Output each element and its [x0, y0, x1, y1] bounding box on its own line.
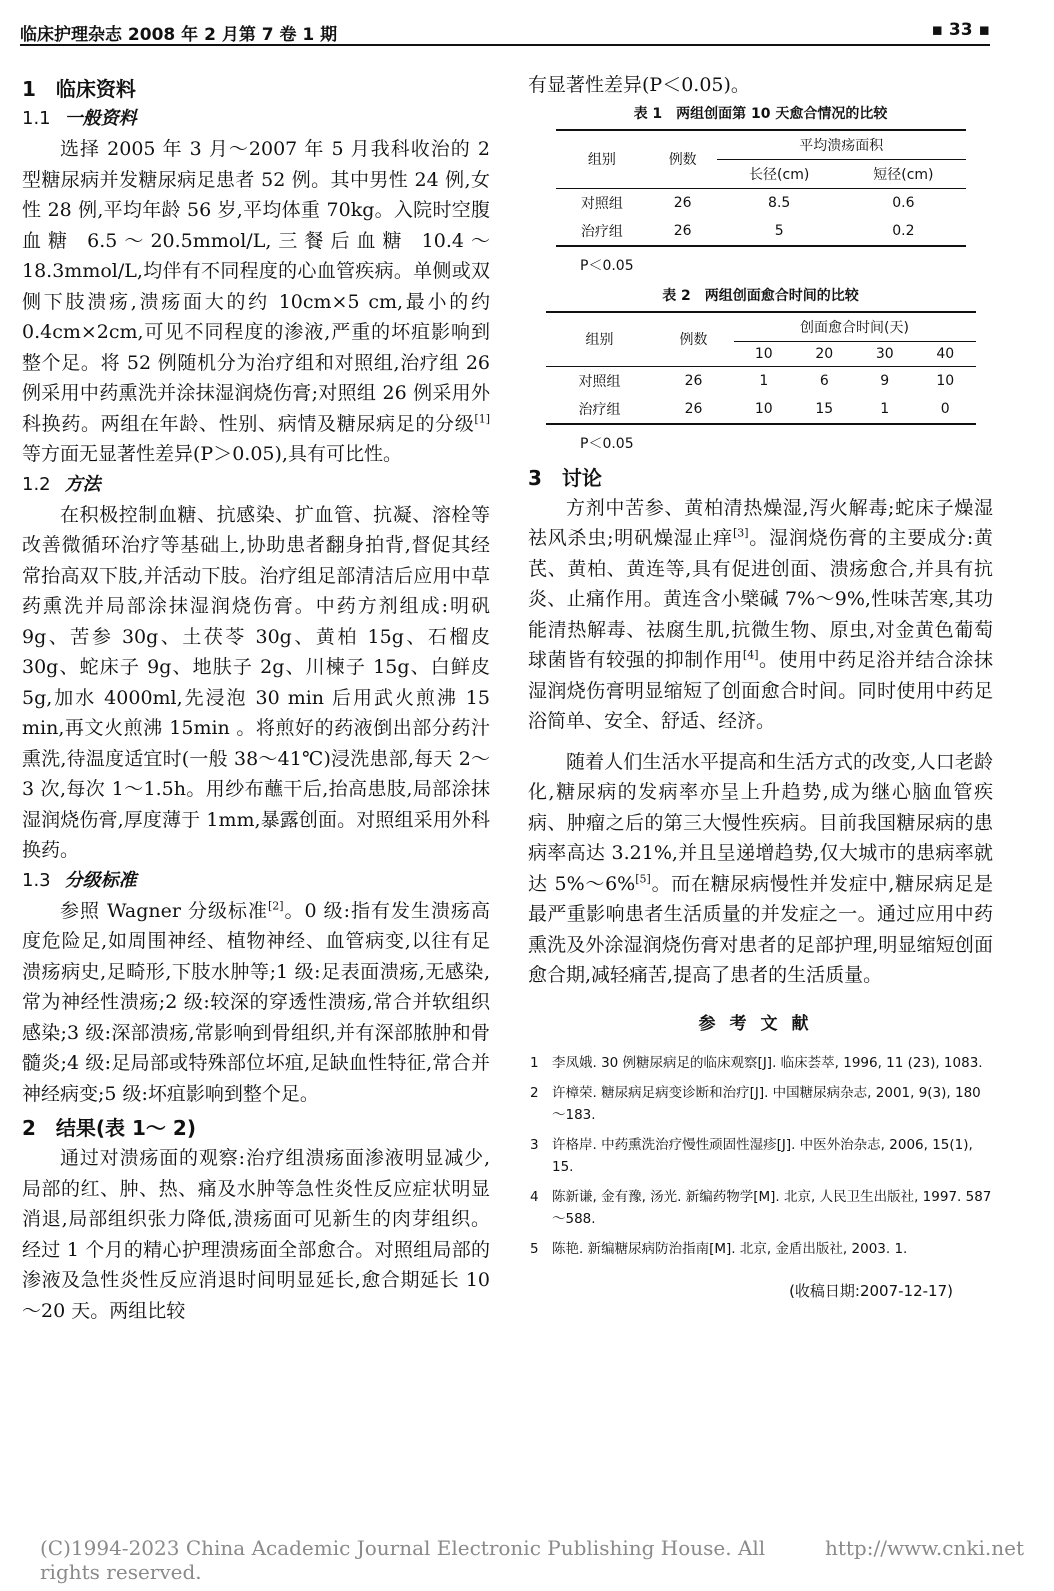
copyright-footer — [40, 1536, 1024, 1584]
subsection-number: 1.1 — [22, 108, 51, 129]
subsection-number: 1.2 — [22, 473, 51, 495]
paragraph-general-data — [22, 134, 490, 470]
table-1 — [556, 129, 966, 247]
paragraph-text: 。湿润烧伤膏的主要成分:黄芪、黄柏、黄连等,具有促进创面、溃疡愈合,并具有抗炎、止痛作用。黄连含小檗碱 7%～9%,性味苦寒,其功能清热解毒、祛腐生肌,抗微生物、原虫,对金黄色葡萄球菌皆有较强的抑制作用 — [528, 527, 994, 671]
reference-number: 5 — [530, 1240, 539, 1257]
paragraph-discussion-2 — [528, 747, 993, 991]
table-header-short: 短径(cm) — [841, 159, 965, 188]
table-2 — [546, 311, 976, 425]
paragraph-discussion-1 — [528, 493, 993, 737]
table-header-group: 组别 — [546, 312, 654, 367]
citation-ref: [5] — [635, 872, 651, 886]
paragraph-text: 。而在糖尿病慢性并发症中,糖尿病足是最严重影响患者生活质量的并发症之一。通过应用中药熏洗及外涂湿润烧伤膏对患者的足部护理,明显缩短创面愈合期,减轻痛苦,提高了患者的生活质量。 — [528, 872, 994, 986]
table-2-note: P＜0.05 — [580, 435, 634, 452]
reference-number: 3 — [530, 1136, 539, 1153]
subsection-label: 一般资料 — [64, 108, 137, 129]
table-row — [546, 366, 976, 395]
table-row — [556, 217, 966, 246]
subsection-label: 分级标准 — [64, 869, 137, 891]
citation-ref: [2] — [267, 899, 284, 913]
journal-title: 临床护理杂志 2008 年 2 月第 7 卷 1 期 — [20, 25, 338, 45]
table-cell: 0.2 — [841, 217, 965, 246]
table-cell: 1 — [759, 372, 769, 389]
subsection-1-1-title — [22, 104, 490, 134]
section-2-title: 2 结果(表 1～ 2) — [22, 1116, 196, 1140]
citation-ref: [4] — [742, 648, 759, 662]
table-2-caption: 表 2 两组创面愈合时间的比较 — [662, 287, 859, 304]
table-cell: 对照组 — [580, 195, 623, 212]
reference-item — [528, 1052, 993, 1074]
table-1-note: P＜0.05 — [580, 257, 634, 274]
table-header-group: 组别 — [556, 130, 649, 189]
table-cell: 治疗组 — [556, 217, 649, 246]
paragraph-results-cont: 有显著性差异(P＜0.05)。 — [528, 74, 750, 96]
reference-number: 2 — [530, 1084, 539, 1101]
subsection-label: 方法 — [64, 473, 101, 495]
table-cell: 6 — [819, 372, 829, 389]
table-cell: 26 — [684, 372, 703, 389]
table-header-long: 长径(cm) — [717, 159, 841, 188]
section-1-title: 1 临床资料 — [22, 77, 136, 101]
citation-ref: [1] — [474, 412, 490, 426]
table-row — [546, 395, 976, 424]
paragraph-text: 。使用中药足浴并结合涂抹湿润烧伤膏明显缩短了创面愈合时间。同时使用中药足浴简单、安全、舒适、经济。 — [528, 649, 993, 732]
reference-item — [528, 1186, 993, 1230]
table-cell: 26 — [654, 395, 734, 424]
table-header-span: 创面愈合时间(天) — [734, 312, 976, 342]
reference-text: 许樟荣. 糖尿病足病变诊断和治疗[J]. 中国糖尿病杂志, 2001, 9(3), 180～183. — [552, 1084, 981, 1123]
paragraph-text: 随着人们生活水平提高和生活方式的改变,人口老龄化,糖尿病的发病率亦呈上升趋势,成为继心脑血管疾病、肿瘤之后的第三大慢性疾病。目前我国糖尿病的患病率高达 3.21%,并且呈递增趋势,仅大城市的患病率就达 5%～6% — [528, 750, 993, 895]
table-cell: 26 — [648, 217, 717, 246]
reference-text: 陈新谦, 金有豫, 汤光. 新编药物学[M]. 北京, 人民卫生出版社, 1997. 587～588. — [552, 1188, 992, 1227]
received-date: (收稿日期:2007-12-17) — [789, 1281, 953, 1300]
table-cell: 0 — [915, 395, 976, 424]
reference-item — [528, 1238, 993, 1260]
table-header-count: 例数 — [648, 130, 717, 189]
table-cell: 治疗组 — [546, 395, 654, 424]
section-3-title: 3 讨论 — [528, 465, 602, 490]
table-cell: 10 — [734, 395, 794, 424]
table-1-caption: 表 1 两组创面第 10 天愈合情况的比较 — [633, 105, 888, 122]
reference-list — [528, 1052, 993, 1260]
reference-number: 1 — [530, 1054, 539, 1071]
table-cell: 对照组 — [578, 373, 621, 390]
references-title: 参考文献 — [698, 1013, 823, 1034]
paragraph-results: 通过对溃疡面的观察:治疗组溃疡面渗液明显减少,局部的红、肿、热、痛及水肿等急性炎性反应症状明显消退,局部组织张力降低,溃疡面可见新生的肉芽组织。经过 1 个月的精心护理溃疡面全部愈合。对照组局部的渗液及急性炎性反应消退时间明显延长,愈合期延长 10～20 天。两组比较 — [22, 1147, 490, 1322]
table-cell: 10 — [936, 372, 955, 389]
subsection-number: 1.3 — [22, 869, 51, 891]
table-header-day: 40 — [915, 341, 976, 366]
table-cell: 0.6 — [892, 194, 915, 211]
table-cell: 26 — [673, 194, 692, 211]
subsection-1-3-title — [22, 866, 490, 896]
reference-item — [528, 1134, 993, 1178]
citation-ref: [3] — [732, 526, 749, 540]
table-header-day: 20 — [794, 341, 854, 366]
table-cell: 9 — [880, 372, 890, 389]
paragraph-method: 在积极控制血糖、抗感染、扩血管、抗凝、溶栓等改善微循环治疗等基础上,协助患者翻身拍背,督促其经常抬高双下肢,并活动下肢。治疗组足部清洁后应用中草药熏洗并局部涂抹湿润烧伤膏。中药方剂组成:明矾 9g、苦参 30g、土茯苓 30g、黄柏 15g、石榴皮 30g、蛇床子 9g、地肤子 2g、川楝子 15g、白鲜皮 5g,加水 4000ml,先浸泡 30 min 后用武火煎沸 15 min,再文火煎沸 15min 。将煎好的药液倒出部分药汁熏洗,待温度适宜时(一般 38～41℃)浸洗患部,每天 2～3 次,每次 1～1.5h。用纱布蘸干后,抬高患肢,局部涂抹湿润烧伤膏,厚度薄于 1mm,暴露创面。对照组采用外科换药。 — [22, 503, 490, 861]
reference-text: 陈艳. 新编糖尿病防治指南[M]. 北京, 金盾出版社, 2003. 1. — [552, 1240, 908, 1257]
page-number: ▪ 33 ▪ — [931, 20, 990, 40]
left-column — [22, 70, 490, 1326]
running-header — [20, 14, 990, 46]
reference-number: 4 — [530, 1188, 539, 1205]
table-header-day: 30 — [855, 341, 915, 366]
footer-url[interactable]: http://www.cnki.net — [824, 1536, 1024, 1560]
reference-item — [528, 1082, 993, 1126]
table-header-count: 例数 — [654, 312, 734, 367]
table-header-span: 平均溃疡面积 — [717, 130, 965, 160]
paragraph-grading — [22, 896, 490, 1110]
paragraph-text: 参照 Wagner 分级标准 — [60, 899, 268, 922]
reference-text: 许格岸. 中药熏洗治疗慢性顽固性湿疹[J]. 中医外治杂志, 2006, 15(1), 15. — [552, 1136, 973, 1175]
copyright-text: (C)1994-2023 China Academic Journal Electronic Publishing House. All rights reserved. — [40, 1536, 766, 1584]
table-cell: 15 — [794, 395, 854, 424]
paragraph-text: 方剂中苦参、黄柏清热燥湿,泻火解毒;蛇床子燥湿祛风杀虫;明矾燥湿止痒 — [528, 496, 993, 549]
paragraph-text: 选择 2005 年 3 月～2007 年 5 月我科收治的 2 型糖尿病并发糖尿病足患者 52 例。其中男性 24 例,女性 28 例,平均年龄 56 岁,平均体重 70kg。入院时空腹血糖 6.5～20.5mmol/L,三餐后血糖 10.4～18.3mmol/L,均伴有不同程度的心血管疾病。单侧或双侧下肢溃疡,溃疡面大的约 10cm×5 cm,最小的约 0.4cm×2cm,可见不同程度的渗液,严重的坏疽影响到整个足。将 52 例随机分为治疗组和对照组,治疗组 26 例采用中药熏洗并涂抹湿润烧伤膏;对照组 26 例采用外科换药。两组在年龄、性别、病情及糖尿病足的分级 — [22, 138, 490, 435]
right-column — [528, 70, 993, 1301]
table-cell: 5 — [717, 217, 841, 246]
table-cell: 8.5 — [768, 194, 791, 211]
paragraph-text: 。0 级:指有发生溃疡高度危险足,如周围神经、植物神经、血管病变,以往有足溃疡病史,足畸形,下肢水肿等;1 级:足表面溃疡,无感染,常为神经性溃疡;2 级:较深的穿透性溃疡,常合并软组织感染;3 级:深部溃疡,常影响到骨组织,并有深部脓肿和骨髓炎;4 级:足局部或特殊部位坏疽,足缺血性特征,常合并神经病变;5 级:坏疽影响到整个足。 — [22, 899, 490, 1105]
table-row — [556, 188, 966, 217]
paragraph-text: 等方面无显著性差异(P＞0.05),具有可比性。 — [22, 443, 402, 465]
subsection-1-2-title — [22, 470, 490, 500]
reference-text: 李凤娥. 30 例糖尿病足的临床观察[J]. 临床荟萃, 1996, 11 (23), 1083. — [552, 1054, 983, 1071]
table-cell: 1 — [855, 395, 915, 424]
table-header-day: 10 — [734, 341, 794, 366]
